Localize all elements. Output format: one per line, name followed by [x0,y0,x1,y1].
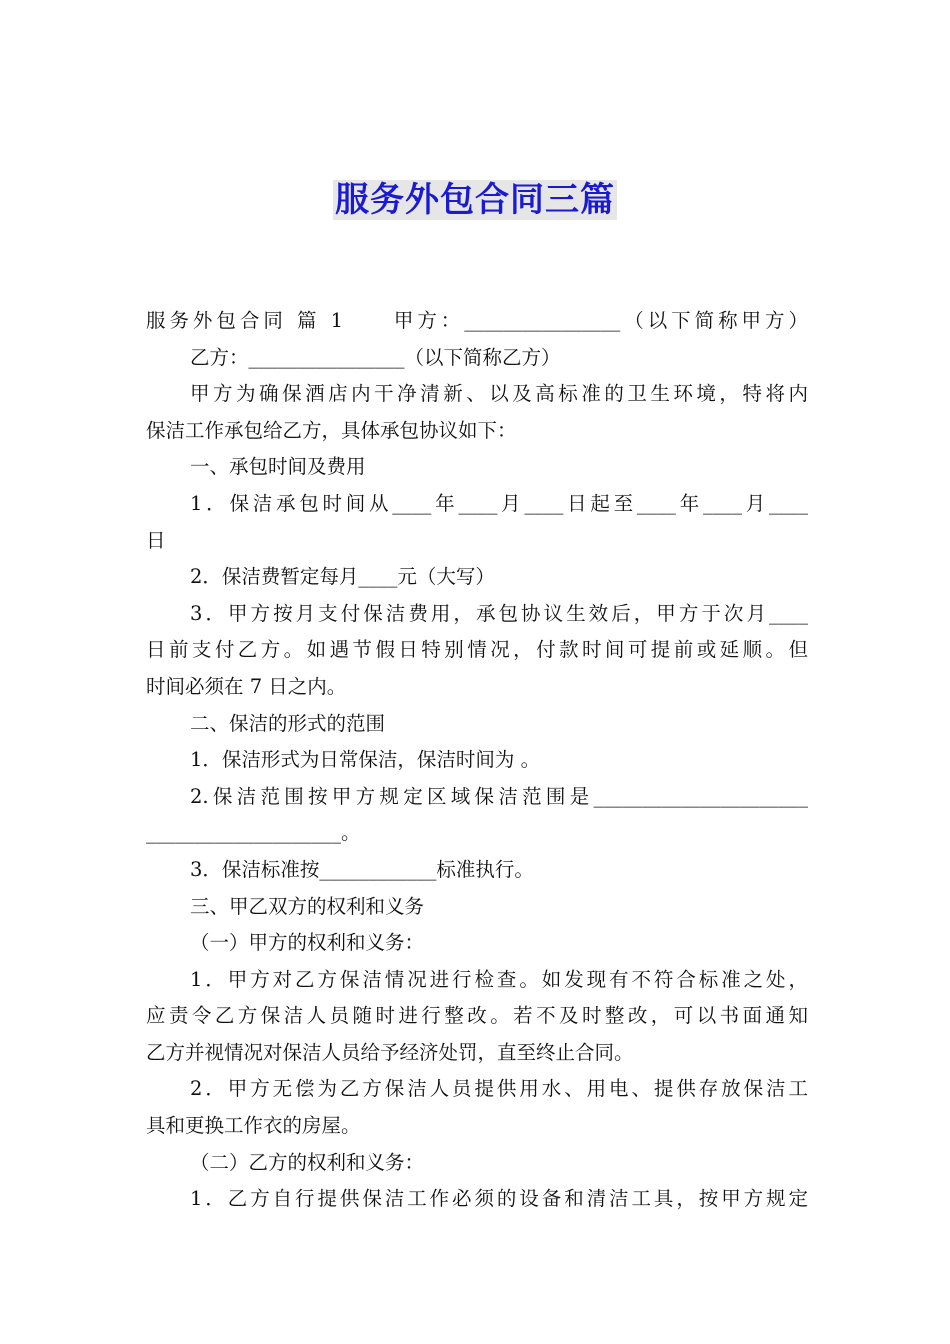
text-line: 时间必须在 7 日之内。 [146,674,347,698]
text-line: 日 [146,528,166,552]
text-line: 三、甲乙双方的权利和义务 [190,894,425,918]
text-line: 1．保洁形式为日常保洁，保洁时间为 。 [190,748,541,772]
text-line: 服务外包合同 篇 1 甲方：________________（以下简称甲方） [146,309,808,332]
document-title [0,174,950,226]
text-line: 3．保洁标准按____________标准执行。 [190,857,534,881]
text-line: 日前支付乙方。如遇节假日特别情况，付款时间可提前或延顺。但 [146,638,808,662]
text-line: 保洁工作承包给乙方，具体承包协议如下： [146,418,517,442]
text-line: （二）乙方的权利和义务： [190,1150,425,1174]
text-line: 2.保洁范围按甲方规定区域保洁范围是______________________ [190,784,808,808]
text-line: 应责令乙方保洁人员随时进行整改。若不及时整改，可以书面通知 [146,1004,808,1028]
text-line: 甲方为确保酒店内干净清新、以及高标准的卫生环境，特将内 [190,382,808,406]
text-line: 1．保洁承包时间从____年____月____日起至____年____月____ [190,491,808,515]
text-line: 1．甲方对乙方保洁情况进行检查。如发现有不符合标准之处， [190,967,808,991]
text-line: 2．甲方无偿为乙方保洁人员提供用水、用电、提供存放保洁工 [190,1077,808,1101]
text-line: ____________________。 [146,821,361,845]
text-line: 具和更换工作衣的房屋。 [146,1114,361,1138]
document-body [146,303,808,1218]
text-line: （一）甲方的权利和义务： [190,931,425,955]
text-line: 乙方并视情况对保洁人员给予经济处罚，直至终止合同。 [146,1040,634,1064]
text-line: 二、保洁的形式的范围 [190,711,386,735]
text-line: 3．甲方按月支付保洁费用，承包协议生效后，甲方于次月____ [190,601,808,625]
document-title-text: 服务外包合同三篇 [335,180,615,220]
text-line: 一、承包时间及费用 [190,455,366,479]
text-line: 乙方：________________（以下简称乙方） [190,345,561,369]
text-line: 2．保洁费暂定每月____元（大写） [190,565,495,589]
text-line: 1．乙方自行提供保洁工作必须的设备和清洁工具，按甲方规定 [190,1187,808,1211]
